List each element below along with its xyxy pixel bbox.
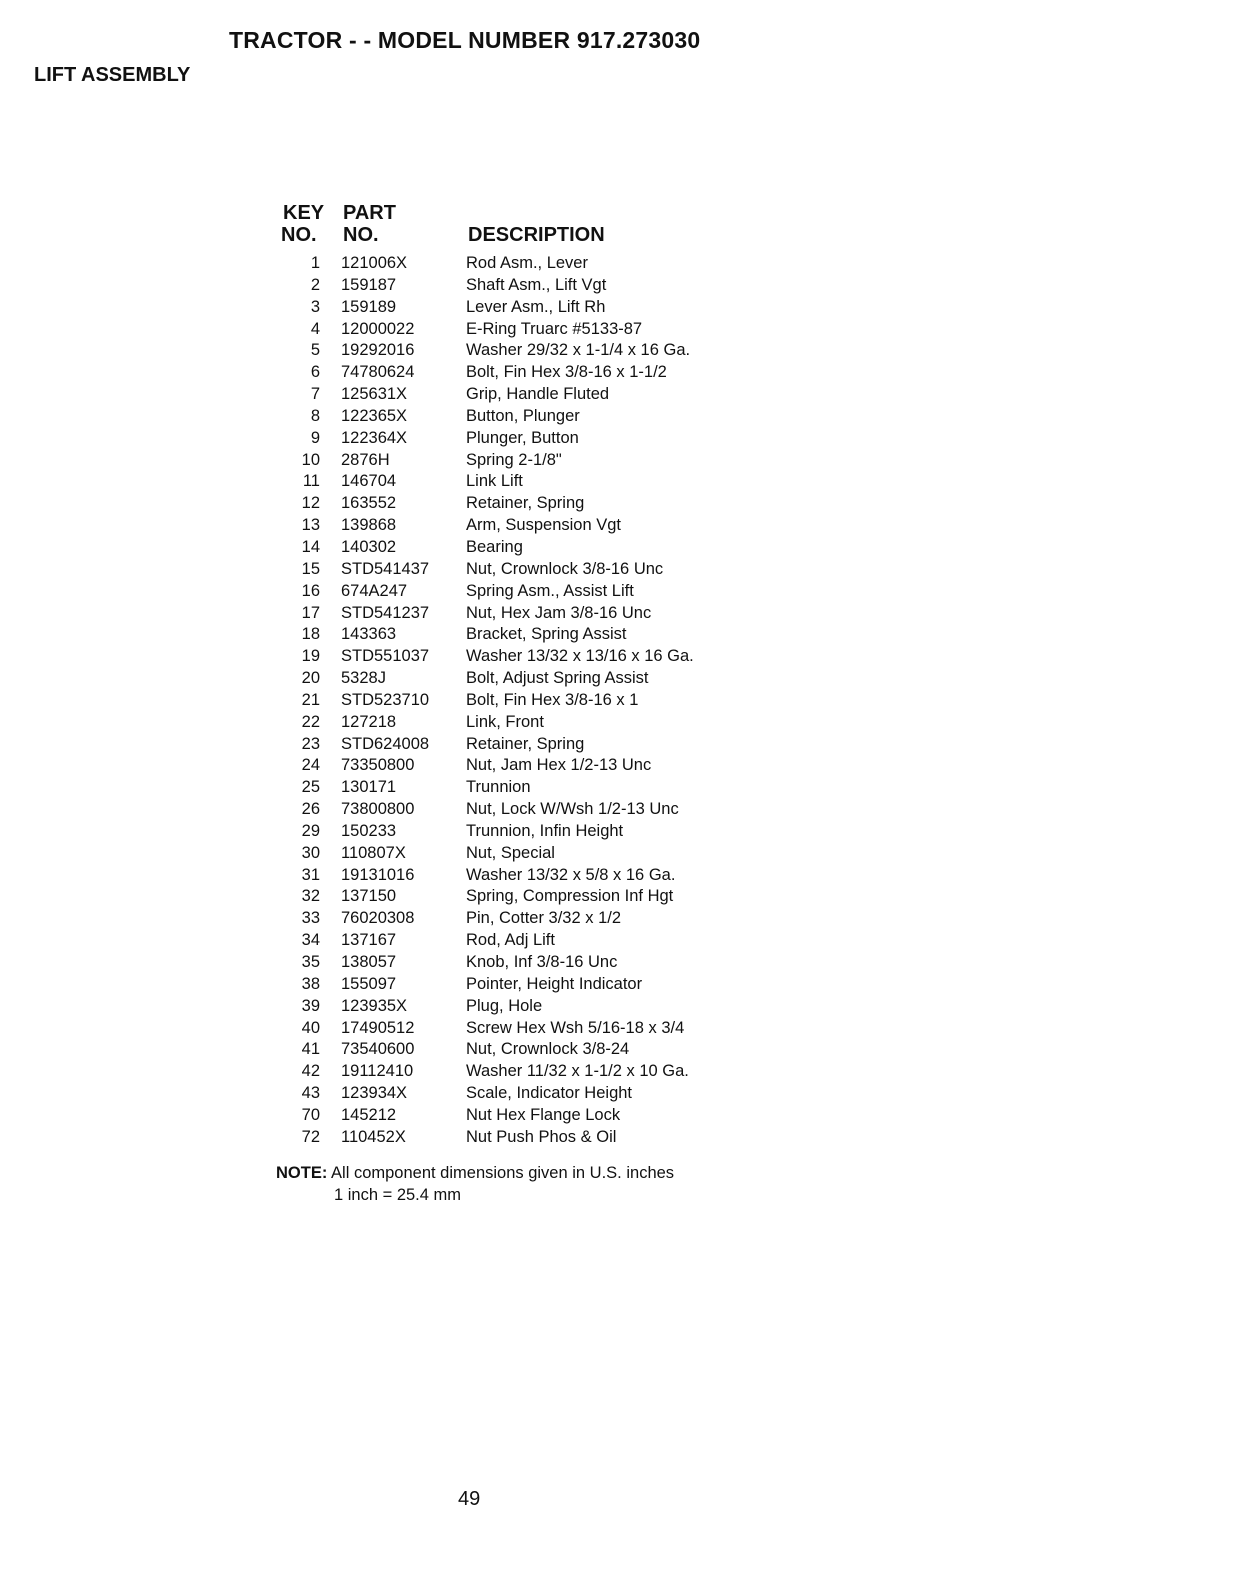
table-row: [280, 711, 740, 733]
table-row: [280, 405, 740, 427]
part-description: Plug, Hole: [466, 996, 543, 1015]
part-description: Washer 13/32 x 5/8 x 16 Ga.: [466, 865, 676, 884]
table-row: [280, 1082, 740, 1104]
table-row: [280, 318, 740, 340]
table-row: [280, 776, 740, 798]
key-number: 10: [301, 450, 320, 469]
table-row: [280, 602, 740, 624]
part-number: 140302: [341, 537, 397, 556]
key-number: 17: [301, 603, 320, 622]
table-row: [280, 798, 740, 820]
key-number: 5: [310, 341, 320, 360]
part-description: Bearing: [466, 537, 523, 556]
part-description: Grip, Handle Fluted: [466, 385, 610, 404]
key-number: 42: [301, 1062, 320, 1081]
part-number: 19112410: [341, 1062, 414, 1081]
key-number: 34: [301, 931, 320, 950]
key-number: 40: [301, 1018, 320, 1037]
part-description: Nut, Special: [466, 843, 555, 862]
part-number: STD551037: [341, 647, 430, 666]
section-title: LIFT ASSEMBLY: [34, 64, 191, 86]
key-number: 13: [301, 516, 320, 535]
part-number: 137167: [341, 931, 397, 950]
part-number: 122365X: [341, 406, 408, 425]
key-number: 9: [310, 428, 320, 447]
part-description: E-Ring Truarc #5133-87: [466, 319, 643, 338]
part-number: 155097: [341, 974, 397, 993]
note-label: NOTE:: [276, 1164, 328, 1182]
table-row: [280, 1104, 740, 1126]
part-description: Shaft Asm., Lift Vgt: [466, 275, 607, 294]
key-number: 41: [301, 1040, 320, 1059]
part-description: Nut, Hex Jam 3/8-16 Unc: [466, 603, 652, 622]
part-description: Spring 2-1/8": [466, 450, 562, 469]
part-description: Link, Front: [466, 712, 544, 731]
part-number: 73540600: [341, 1040, 415, 1059]
part-number: 127218: [341, 712, 397, 731]
key-number: 43: [301, 1084, 320, 1103]
key-number: 12: [301, 494, 320, 513]
part-description: Plunger, Button: [466, 428, 579, 447]
key-number: 31: [301, 865, 320, 884]
table-row: [280, 754, 740, 776]
part-description: Nut Hex Flange Lock: [466, 1105, 621, 1124]
key-number: 1: [310, 254, 320, 272]
key-number: 32: [301, 887, 320, 906]
part-number: 73350800: [341, 756, 415, 775]
part-number: 74780624: [341, 363, 415, 382]
part-number: STD624008: [341, 734, 430, 753]
table-row: [280, 645, 740, 667]
table-row: [280, 820, 740, 842]
table-row: [280, 1017, 740, 1039]
part-description: Rod Asm., Lever: [466, 254, 588, 272]
key-number: 7: [310, 385, 320, 404]
table-row: [280, 252, 740, 274]
part-number: STD541437: [341, 559, 430, 578]
table-row: [280, 623, 740, 645]
table-row: [280, 470, 740, 492]
table-row: [280, 492, 740, 514]
part-number: 5328J: [341, 669, 386, 688]
table-row: [280, 1126, 740, 1148]
part-number: 159189: [341, 297, 397, 316]
page-title: TRACTOR - - MODEL NUMBER 917.273030: [229, 27, 701, 53]
part-number: 73800800: [341, 800, 415, 819]
part-number: 17490512: [341, 1018, 415, 1037]
table-header: [280, 200, 740, 252]
part-description: Washer 29/32 x 1-1/4 x 16 Ga.: [466, 341, 691, 360]
page-number: 49: [458, 1488, 481, 1510]
part-number: 150233: [341, 821, 397, 840]
key-number: 70: [301, 1105, 320, 1124]
part-number: 163552: [341, 494, 397, 513]
part-number: 76020308: [341, 909, 415, 928]
key-number: 4: [310, 319, 320, 338]
table-row: [280, 427, 740, 449]
part-number: 122364X: [341, 428, 408, 447]
part-description: Pointer, Height Indicator: [466, 974, 643, 993]
table-row: [280, 842, 740, 864]
part-description: Trunnion, Infin Height: [466, 821, 624, 840]
part-number: 110452X: [341, 1127, 406, 1146]
key-number: 24: [301, 756, 320, 775]
part-header-line2: NO.: [343, 224, 379, 246]
table-row: [280, 733, 740, 755]
parts-table: [280, 200, 740, 1148]
table-row: [280, 907, 740, 929]
key-number: 8: [310, 406, 320, 425]
part-number: 125631X: [341, 385, 408, 404]
table-row: [280, 339, 740, 361]
key-number: 38: [301, 974, 320, 993]
key-number: 22: [301, 712, 320, 731]
part-description: Arm, Suspension Vgt: [466, 516, 621, 535]
note-text: All component dimensions given in U.S. inches: [331, 1164, 675, 1182]
part-description: Nut, Crownlock 3/8-16 Unc: [466, 559, 664, 578]
part-number: 110807X: [341, 843, 406, 862]
part-number: 121006X: [341, 254, 408, 272]
note-line-1: [276, 1162, 674, 1184]
note: [276, 1162, 674, 1206]
part-number: 19292016: [341, 341, 415, 360]
part-number: 146704: [341, 472, 397, 491]
part-number: STD523710: [341, 690, 430, 709]
part-number: 130171: [341, 778, 397, 797]
part-description: Nut, Lock W/Wsh 1/2-13 Unc: [466, 800, 679, 819]
table-row: [280, 689, 740, 711]
table-row: [280, 1038, 740, 1060]
part-number: 138057: [341, 953, 397, 971]
key-number: 15: [301, 559, 320, 578]
description-header: DESCRIPTION: [468, 224, 605, 246]
part-number: 145212: [341, 1105, 397, 1124]
table-row: [280, 580, 740, 602]
part-number: 12000022: [341, 319, 415, 338]
key-number: 11: [302, 472, 320, 491]
part-number: 19131016: [341, 865, 415, 884]
table-row: [280, 929, 740, 951]
part-description: Nut Push Phos & Oil: [466, 1127, 617, 1146]
part-description: Scale, Indicator Height: [466, 1084, 633, 1103]
key-number: 35: [301, 953, 320, 971]
part-description: Rod, Adj Lift: [466, 931, 555, 950]
table-row: [280, 667, 740, 689]
key-number: 19: [301, 647, 320, 666]
note-conversion: 1 inch = 25.4 mm: [334, 1186, 462, 1204]
part-number: 139868: [341, 516, 397, 535]
table-row: [280, 361, 740, 383]
key-number: 29: [301, 821, 320, 840]
part-number: 123935X: [341, 996, 408, 1015]
part-number: STD541237: [341, 603, 430, 622]
key-number: 6: [310, 363, 320, 382]
part-description: Screw Hex Wsh 5/16-18 x 3/4: [466, 1018, 685, 1037]
key-number: 20: [301, 669, 320, 688]
part-number: 123934X: [341, 1084, 408, 1103]
table-row: [280, 274, 740, 296]
key-header-line2: NO.: [281, 224, 317, 246]
key-number: 14: [301, 537, 320, 556]
key-number: 3: [310, 297, 320, 316]
key-number: 72: [301, 1127, 320, 1146]
part-description: Nut, Crownlock 3/8-24: [466, 1040, 630, 1059]
part-description: Nut, Jam Hex 1/2-13 Unc: [466, 756, 652, 775]
key-number: 2: [310, 275, 320, 294]
part-description: Washer 11/32 x 1-1/2 x 10 Ga.: [466, 1062, 689, 1081]
key-number: 26: [301, 800, 320, 819]
part-description: Lever Asm., Lift Rh: [466, 297, 606, 316]
key-number: 30: [301, 843, 320, 862]
part-description: Button, Plunger: [466, 406, 580, 425]
table-row: [280, 885, 740, 907]
table-row: [280, 864, 740, 886]
table-row: [280, 536, 740, 558]
key-number: 21: [301, 690, 320, 709]
part-description: Retainer, Spring: [466, 734, 585, 753]
part-description: Bolt, Fin Hex 3/8-16 x 1-1/2: [466, 363, 667, 382]
table-row: [280, 558, 740, 580]
key-number: 18: [301, 625, 320, 644]
part-number: 674A247: [341, 581, 408, 600]
key-header-line1: KEY: [283, 202, 325, 224]
part-description: Bolt, Fin Hex 3/8-16 x 1: [466, 690, 639, 709]
part-number: 159187: [341, 275, 397, 294]
parts-rows: [280, 252, 740, 1148]
key-number: 23: [301, 734, 320, 753]
part-description: Pin, Cotter 3/32 x 1/2: [466, 909, 622, 928]
key-number: 25: [301, 778, 320, 797]
part-description: Knob, Inf 3/8-16 Unc: [466, 953, 618, 971]
key-number: 33: [301, 909, 320, 928]
part-description: Spring, Compression Inf Hgt: [466, 887, 674, 906]
part-number: 2876H: [341, 450, 390, 469]
part-description: Bracket, Spring Assist: [466, 625, 627, 644]
part-description: Spring Asm., Assist Lift: [466, 581, 634, 600]
table-row: [280, 995, 740, 1017]
part-description: Bolt, Adjust Spring Assist: [466, 669, 649, 688]
table-row: [280, 383, 740, 405]
part-description: Retainer, Spring: [466, 494, 585, 513]
table-row: [280, 973, 740, 995]
part-description: Link Lift: [466, 472, 523, 491]
key-number: 16: [301, 581, 320, 600]
table-row: [280, 296, 740, 318]
part-description: Washer 13/32 x 13/16 x 16 Ga.: [466, 647, 694, 666]
part-header-line1: PART: [343, 202, 396, 224]
table-row: [280, 514, 740, 536]
table-row: [280, 951, 740, 973]
part-number: 143363: [341, 625, 397, 644]
key-number: 39: [301, 996, 320, 1015]
part-description: Trunnion: [466, 778, 531, 797]
part-number: 137150: [341, 887, 397, 906]
table-row: [280, 1060, 740, 1082]
table-row: [280, 449, 740, 471]
